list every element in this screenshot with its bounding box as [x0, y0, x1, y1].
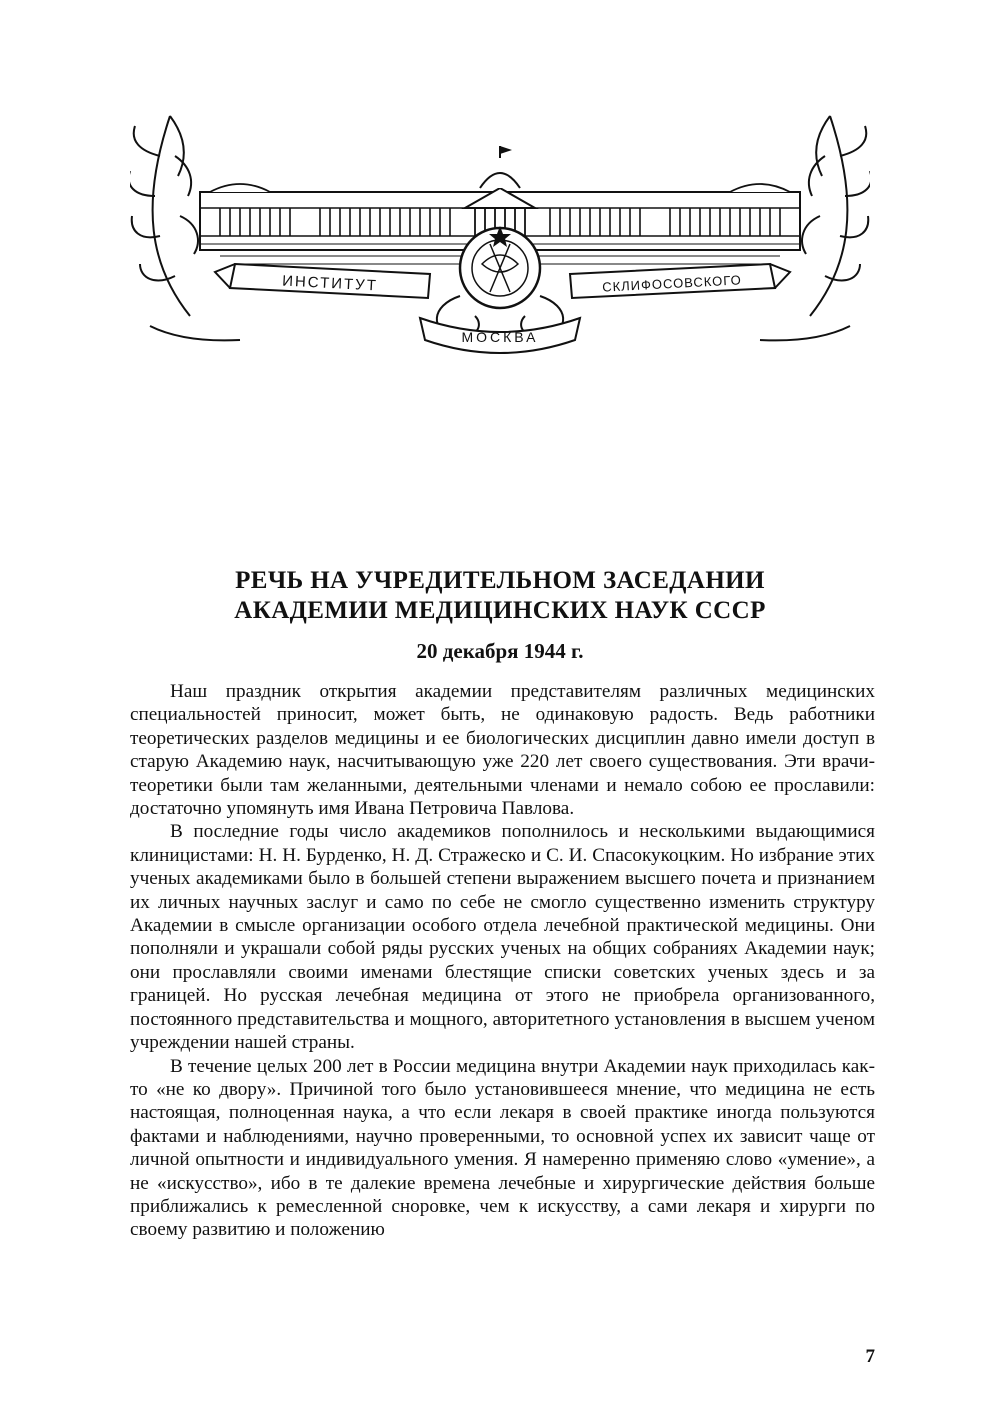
- header-engraving: [130, 96, 870, 366]
- banner-right: [570, 264, 790, 298]
- page-number: 7: [865, 1346, 875, 1367]
- banner-left: [215, 264, 430, 298]
- speech-date: 20 декабря 1944 г.: [416, 639, 584, 663]
- banner-left-text: ИНСТИТУТ: [281, 272, 379, 295]
- title-block: [130, 566, 870, 664]
- paragraph: В течение целых 200 лет в России медицина внутри Академии наук приходилась как-то «не ко двору». Причиной того было установившееся мнение, что медицина не есть настоящая, полноценная наука, а что если лекаря в своей практике иногда пользуются фактами и наблюдениями, научно проверенными, то основной успех их зависит чаще от личной опытности и индивидуального умения. Я намеренно применяю слово «умение», а не «искусство», ибо в те далекие времена лечебные и хирургические действия больше приближались к ремесленной сноровке, чем к искусству, а сами лекаря и хирурги по своему развитию и положению: [130, 1055, 875, 1241]
- title-line-2: АКАДЕМИИ МЕДИЦИНСКИХ НАУК СССР: [234, 597, 766, 624]
- paragraph: Наш праздник открытия академии представителям различных медицинских специальностей приносит, может быть, не одинаковую радость. Ведь работники теоретических разделов медицины и ее биологических дисциплин давно имели доступ в старую Академию наук, насчитывающую уже 220 лет своего существования. Эти врачи-теоретики были там желанными, деятельными членами и немало собою ее прославили: достаточно упомянуть имя Ивана Петровича Павлова.: [130, 681, 875, 820]
- banner-right-text: СКЛИФОСОВСКОГО: [601, 272, 743, 295]
- body-text: [130, 680, 875, 1242]
- banner-bottom-text: МОСКВА: [461, 329, 539, 345]
- paragraph: В последние годы число академиков пополнилось и несколькими выдающимися клиницистами: Н. Н. Бурденко, Н. Д. Стражеско и С. И. Спасокукоцким. Но избрание этих ученых академиками было в большей степени выражением высшего почета и признанием их личных научных заслуг и само по себе не смогло существенно изменить структуру Академии в смысле организации особого отдела лечебной практической медицины. Они пополняли и украшали собой ряды русских ученых на общих собраниях Академии наук; они прославляли своими именами блестящие списки советских ученых здесь и за границей. Но русская лечебная медицина от этого не приобрела организованного, постоянного представительства и мощного, авторитетного установления в высшем ученом учреждении нашей страны.: [130, 821, 875, 1054]
- banner-bottom: [420, 318, 580, 353]
- title-line-1: РЕЧЬ НА УЧРЕДИТЕЛЬНОМ ЗАСЕДАНИИ: [235, 567, 765, 594]
